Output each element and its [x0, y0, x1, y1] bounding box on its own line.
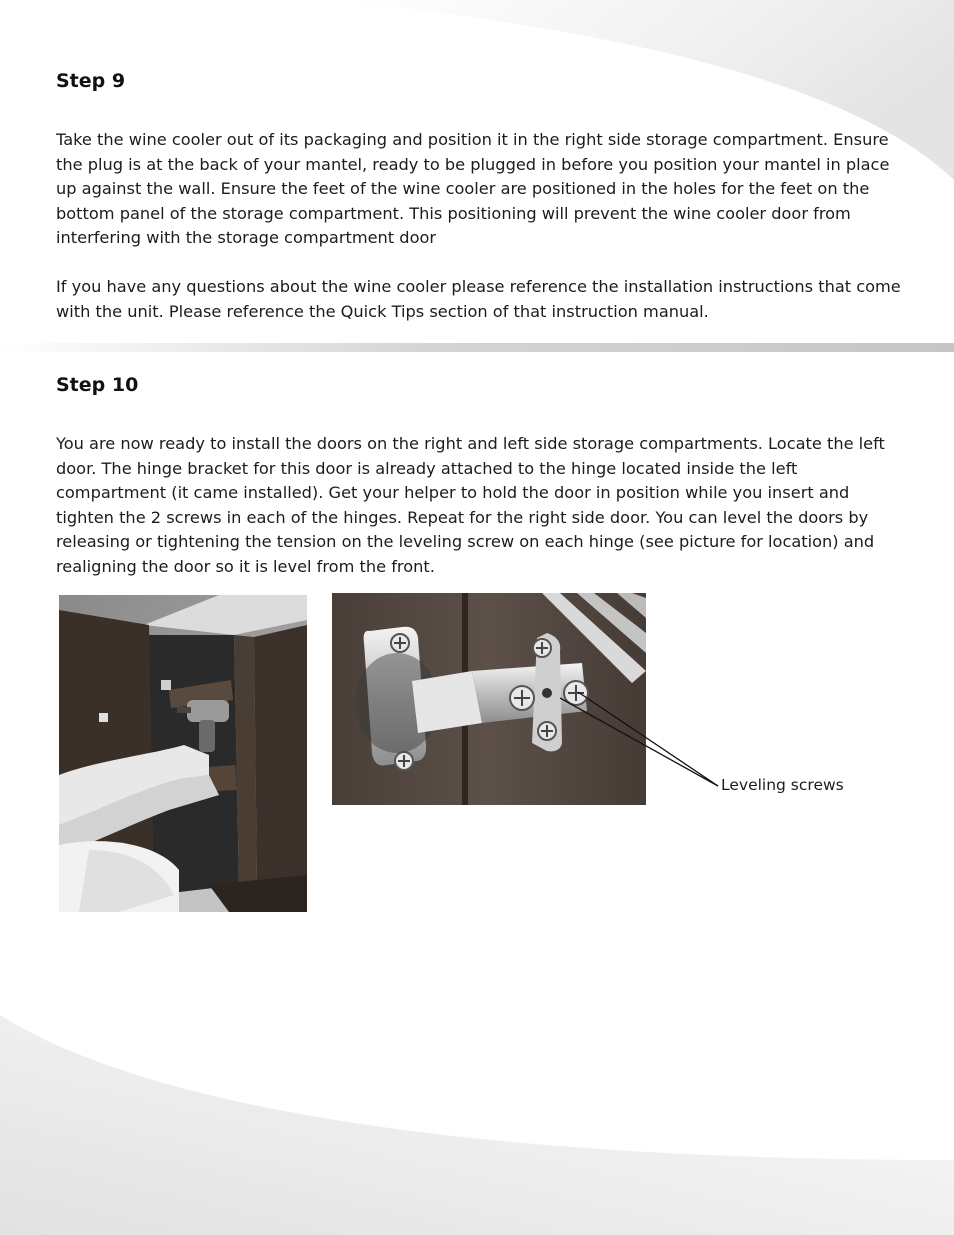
leveling-screws-leader-lines	[560, 690, 725, 800]
step-9-heading: Step 9	[56, 70, 126, 92]
step-9-paragraph-2: If you have any questions about the wine cooler please reference the installation instructions that come with the unit. Please reference the Quick Tips section of that instruction manual.	[56, 277, 901, 321]
leveling-screws-caption: Leveling screws	[721, 776, 844, 794]
section-divider	[0, 343, 954, 352]
step-10-heading: Step 10	[56, 374, 139, 396]
step-9-paragraph-1: Take the wine cooler out of its packaging and position it in the right side storage compartment. Ensure the plug is at the back of your mantel, ready to be plugged in before you position your mantel in place up against the wall. Ensure the feet of the wine cooler are positioned in the holes for the feet on the bottom panel of the storage compartment. This positioning will prevent the wine cooler door from interfering with the storage compartment door	[56, 130, 890, 248]
cabinet-installation-photo	[59, 595, 307, 912]
step-10-paragraph: You are now ready to install the doors on the right and left side storage compartments. Locate the left door. The hinge bracket for this door is already attached to the hinge located inside the left compartment (it came installed). Get your helper to hold the door in position while you insert and tighten the 2 screws in each of the hinges. Repeat for the right side door. You can level the doors by releasing or tightening the tension on the leveling screw on each hinge (see picture for location) and realigning the door so it is level from the front.	[56, 434, 885, 576]
